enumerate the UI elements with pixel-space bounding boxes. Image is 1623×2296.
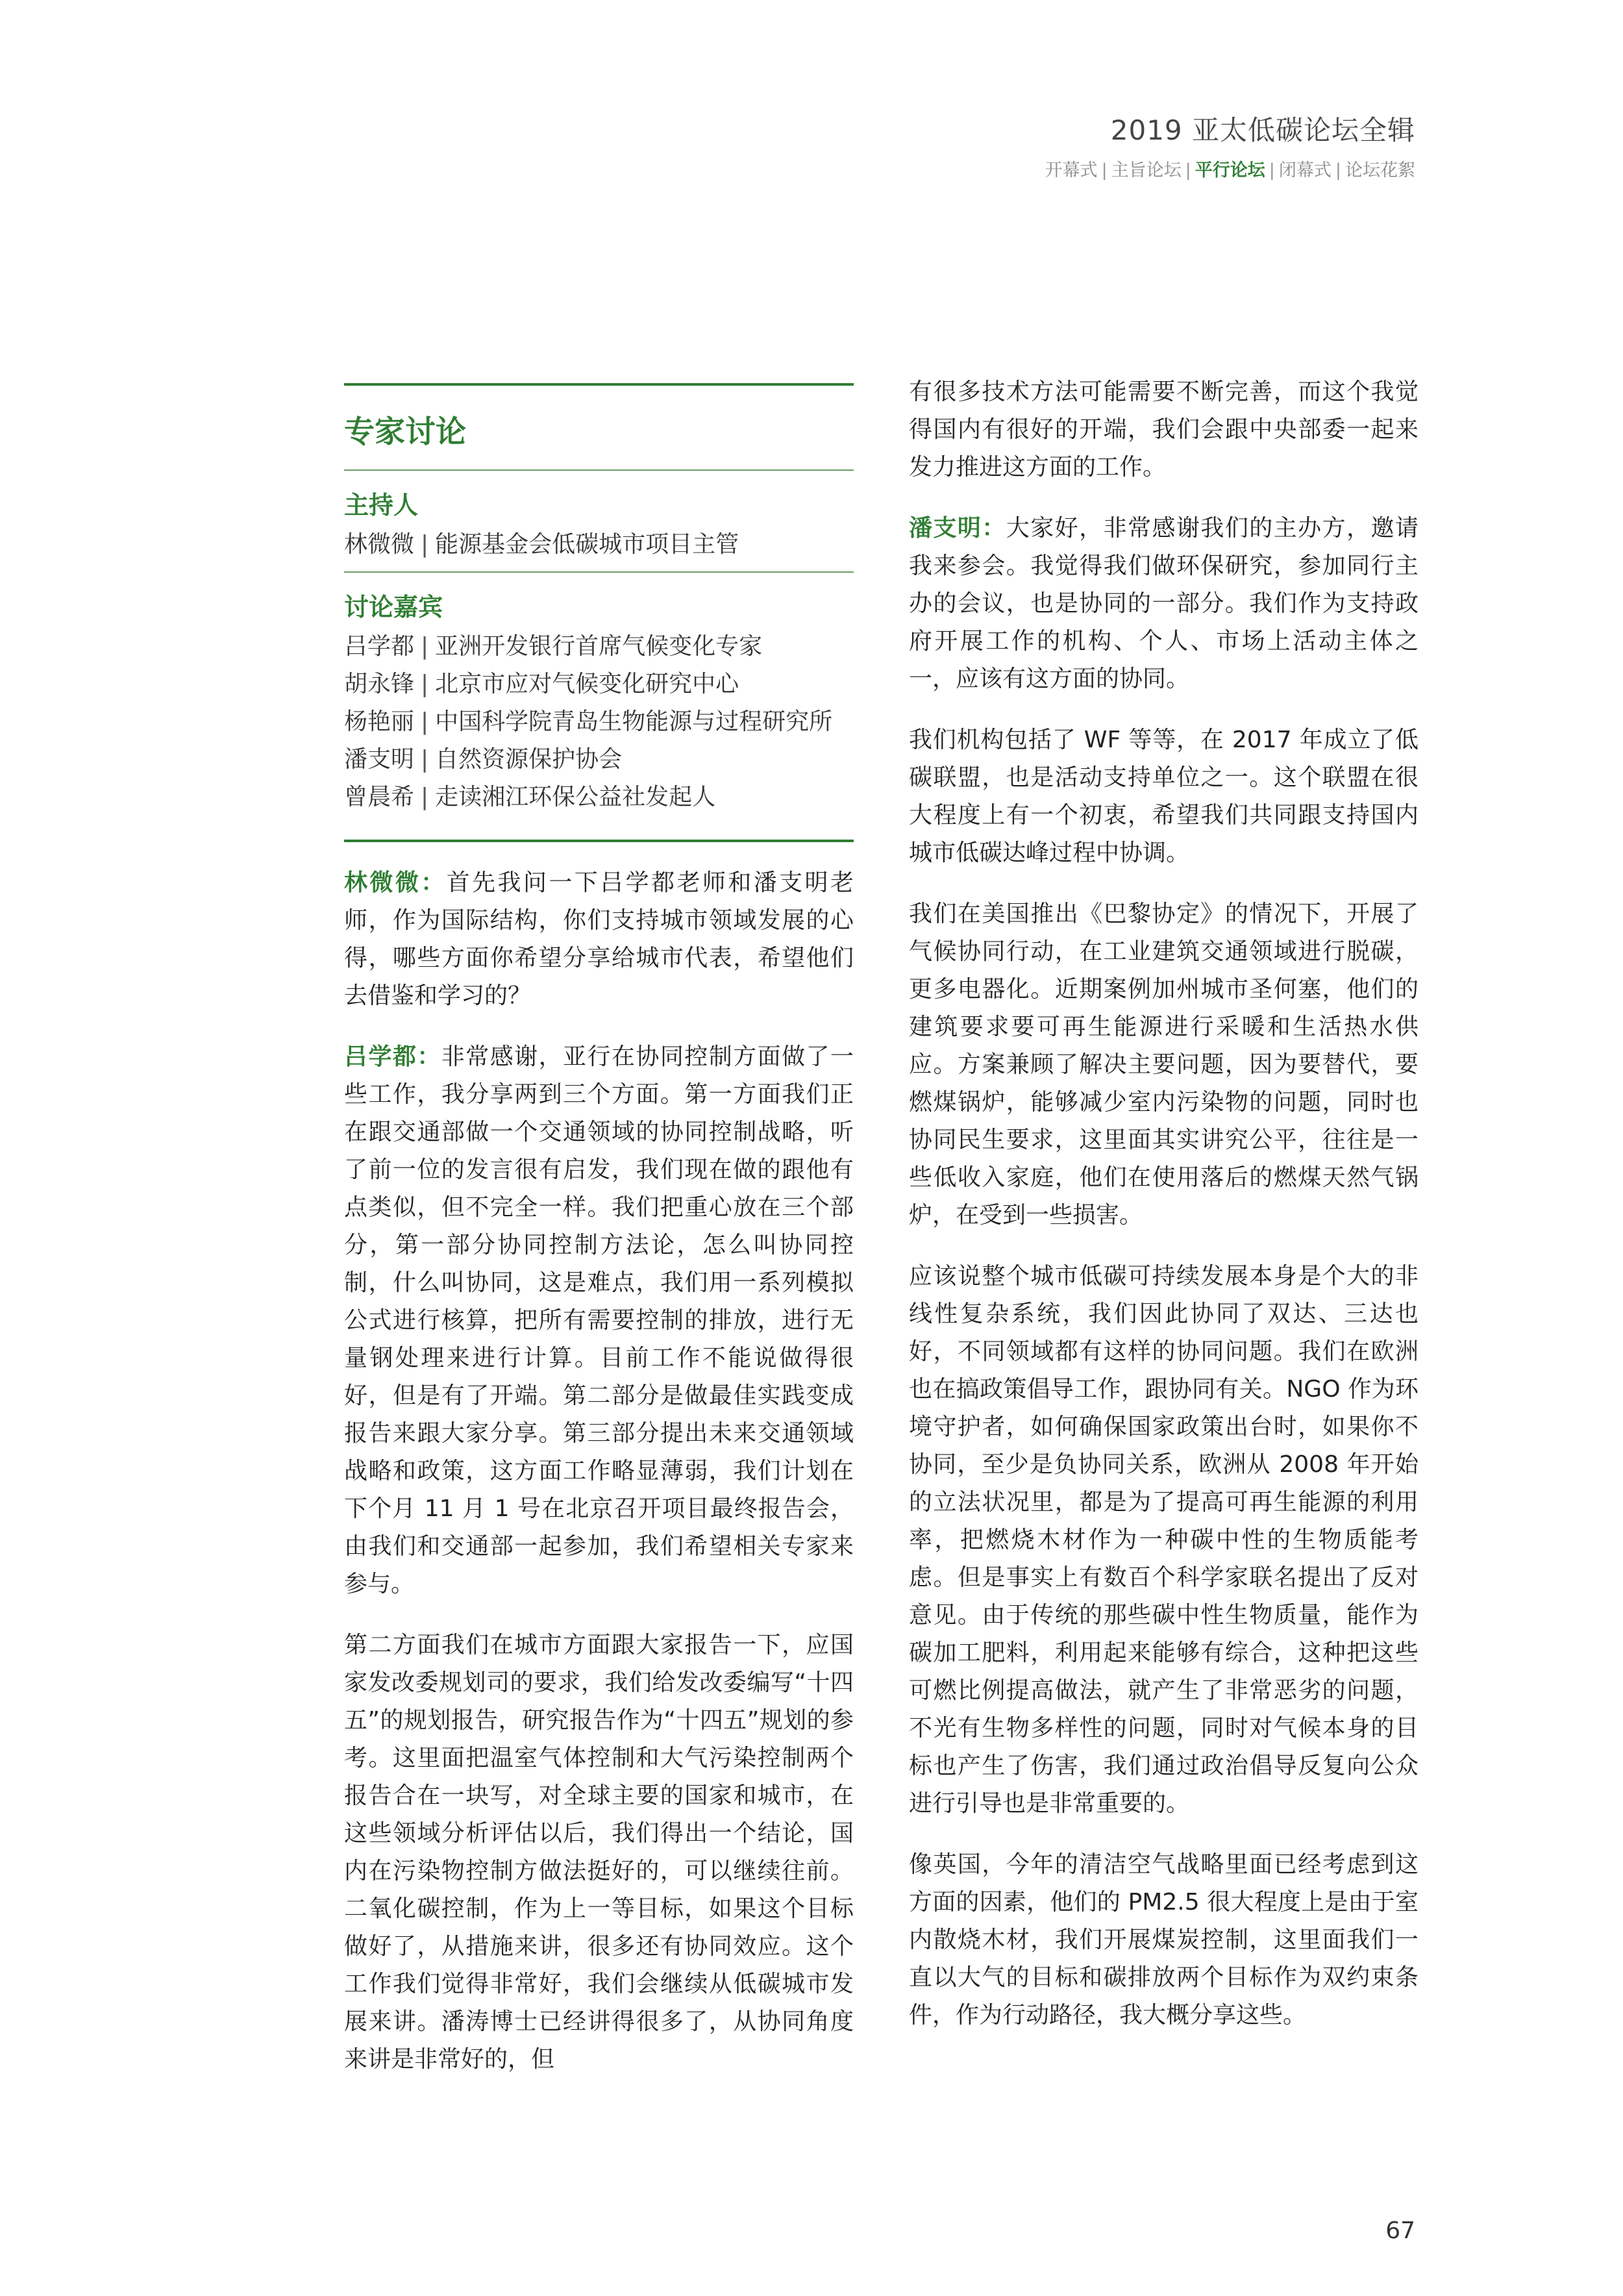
transcript-paragraph (909, 721, 1419, 872)
transcript-paragraph (909, 510, 1419, 698)
publication-title: 2019 亚太低碳论坛全辑 (1110, 114, 1415, 146)
paragraph-text: 大家好，非常感谢我们的主办方，邀请我来参会。我觉得我们做环保研究，参加同行主办的会议，也是协同的一部分。我们作为支持政府开展工作的机构、个人、市场上活动主体之一，应该有这方面的协同。 (909, 515, 1419, 692)
nav-separator: | (1185, 160, 1191, 181)
guest-name: 潘支明 (344, 746, 415, 773)
host-role: 能源基金会低碳城市项目主管 (435, 531, 739, 558)
guest-role: 北京市应对气候变化研究中心 (435, 671, 739, 697)
transcript-paragraph (909, 1846, 1419, 2034)
nav-item-keynote: 主旨论坛 (1111, 160, 1182, 181)
section-bottom-rule (344, 840, 854, 842)
host-entry: 林微微 | 能源基金会低碳城市项目主管 (344, 531, 739, 558)
nav-item-parallel-active: 平行论坛 (1195, 160, 1265, 181)
guest-entry: 曾晨希 | 走读湘江环保公益社发起人 (344, 784, 716, 810)
paragraph-text: 应该说整个城市低碳可持续发展本身是个大的非线性复杂系统，我们因此协同了双达、三达也好，不同领域都有这样的协同问题。我们在欧洲也在搞政策倡导工作，跟协同有关。NGO 作为环境守护者，如何确保国家政策出台时，如果你不协同，至少是负协同关系，欧洲从 2008 年开始的立法状况里，都是为了提高可再生能源的利用率，把燃烧木材作为一种碳中性的生物质能考虑。但是事实上有数百个科学家联名提出了反对意见。由于传统的那些碳中性生物质量，能作为碳加工肥料，利用起来能够有综合，这种把这些可燃比例提高做法，就产生了非常恶劣的问题，不光有生物多样性的问题，同时对气候本身的目标也产生了伤害，我们通过政治倡导反复向公众进行引导也是非常重要的。 (909, 1263, 1419, 1817)
speaker-name: 潘支明： (909, 515, 1006, 542)
left-column (344, 383, 854, 2102)
guest-name: 杨艳丽 (344, 708, 415, 735)
guest-list (344, 628, 854, 816)
section-nav (1045, 156, 1415, 181)
speaker-name: 林微微： (344, 869, 447, 896)
paragraph-text: 第二方面我们在城市方面跟大家报告一下，应国家发改委规划司的要求，我们给发改委编写“十四五”的规划报告，研究报告作为“十四五”规划的参考。这里面把温室气体控制和大气污染控制两个报告合在一块写，对全球主要的国家和城市，在这些领域分析评估以后，我们得出一个结论，国内在污染物控制方做法挺好的，可以继续往前。二氧化碳控制，作为上一等目标，如果这个目标做好了，从措施来讲，很多还有协同效应。这个工作我们觉得非常好，我们会继续从低碳城市发展来讲。潘涛博士已经讲得很多了，从协同角度来讲是非常好的，但 (344, 1632, 854, 2073)
paragraph-text: 我们机构包括了 WF 等等，在 2017 年成立了低碳联盟，也是活动支持单位之一。这个联盟在很大程度上有一个初衷，希望我们共同跟支持国内城市低碳达峰过程中协调。 (909, 727, 1419, 866)
guests-heading: 讨论嘉宾 (344, 593, 443, 621)
transcript-paragraph (344, 1627, 854, 2078)
section-title: 专家讨论 (344, 414, 466, 450)
nav-item-highlights: 论坛花絮 (1345, 160, 1415, 181)
transcript-paragraph (344, 1038, 854, 1603)
divider (344, 469, 854, 471)
transcript-paragraph (909, 1258, 1419, 1823)
guest-entry: 潘支明 | 自然资源保护协会 (344, 746, 623, 773)
guest-role: 自然资源保护协会 (435, 746, 623, 773)
guest-name: 曾晨希 (344, 784, 415, 810)
speaker-name: 吕学都： (344, 1043, 441, 1070)
guest-entry: 吕学都 | 亚洲开发银行首席气候变化专家 (344, 633, 763, 660)
transcript-paragraph (909, 373, 1419, 486)
nav-separator: | (1101, 160, 1108, 181)
paragraph-text: 首先我问一下吕学都老师和潘支明老师，作为国际结构，你们支持城市领域发展的心得，哪些方面你希望分享给城市代表，希望他们去借鉴和学习的？ (344, 869, 854, 1009)
section-top-rule (344, 383, 854, 386)
guest-name: 胡永锋 (344, 671, 415, 697)
guest-entry: 杨艳丽 | 中国科学院青岛生物能源与过程研究所 (344, 708, 833, 735)
nav-item-closing: 闭幕式 (1278, 160, 1332, 181)
right-column (909, 373, 1419, 2058)
guest-name: 吕学都 (344, 633, 415, 660)
divider (344, 571, 854, 573)
host-name: 林微微 (344, 531, 415, 558)
paragraph-text: 像英国，今年的清洁空气战略里面已经考虑到这方面的因素，他们的 PM2.5 很大程度上是由于室内散烧木材，我们开展煤炭控制，这里面我们一直以大气的目标和碳排放两个目标作为双约束条件，作为行动路径，我大概分享这些。 (909, 1851, 1419, 2028)
guest-role: 中国科学院青岛生物能源与过程研究所 (435, 708, 833, 735)
guest-entry: 胡永锋 | 北京市应对气候变化研究中心 (344, 671, 739, 697)
nav-separator: | (1269, 160, 1275, 181)
page-number: 67 (1385, 2217, 1415, 2244)
guest-role: 亚洲开发银行首席气候变化专家 (435, 633, 763, 660)
transcript-paragraph (909, 895, 1419, 1234)
guest-role: 走读湘江环保公益社发起人 (435, 784, 716, 810)
paragraph-text: 有很多技术方法可能需要不断完善，而这个我觉得国内有很好的开端，我们会跟中央部委一起来发力推进这方面的工作。 (909, 379, 1419, 480)
nav-separator: | (1335, 160, 1341, 181)
transcript-paragraph (344, 864, 854, 1015)
nav-item-opening: 开幕式 (1045, 160, 1098, 181)
host-heading: 主持人 (344, 491, 419, 519)
paragraph-text: 非常感谢，亚行在协同控制方面做了一些工作，我分享两到三个方面。第一方面我们正在跟交通部做一个交通领域的协同控制战略，听了前一位的发言很有启发，我们现在做的跟他有点类似，但不完全一样。我们把重心放在三个部分，第一部分协同控制方法论，怎么叫协同控制，什么叫协同，这是难点，我们用一系列模拟公式进行核算，把所有需要控制的排放，进行无量钢处理来进行计算。目前工作不能说做得很好，但是有了开端。第二部分是做最佳实践变成报告来跟大家分享。第三部分提出未来交通领域战略和政策，这方面工作略显薄弱，我们计划在下个月 11 月 1 号在北京召开项目最终报告会，由我们和交通部一起参加，我们希望相关专家来参与。 (344, 1043, 854, 1597)
paragraph-text: 我们在美国推出《巴黎协定》的情况下，开展了气候协同行动，在工业建筑交通领域进行脱碳，更多电器化。近期案例加州城市圣何塞，他们的建筑要求要可再生能源进行采暖和生活热水供应。方案兼顾了解决主要问题，因为要替代，要燃煤锅炉，能够减少室内污染物的问题，同时也协同民生要求，这里面其实讲究公平，往往是一些低收入家庭，他们在使用落后的燃煤天然气锅炉，在受到一些损害。 (909, 901, 1419, 1229)
